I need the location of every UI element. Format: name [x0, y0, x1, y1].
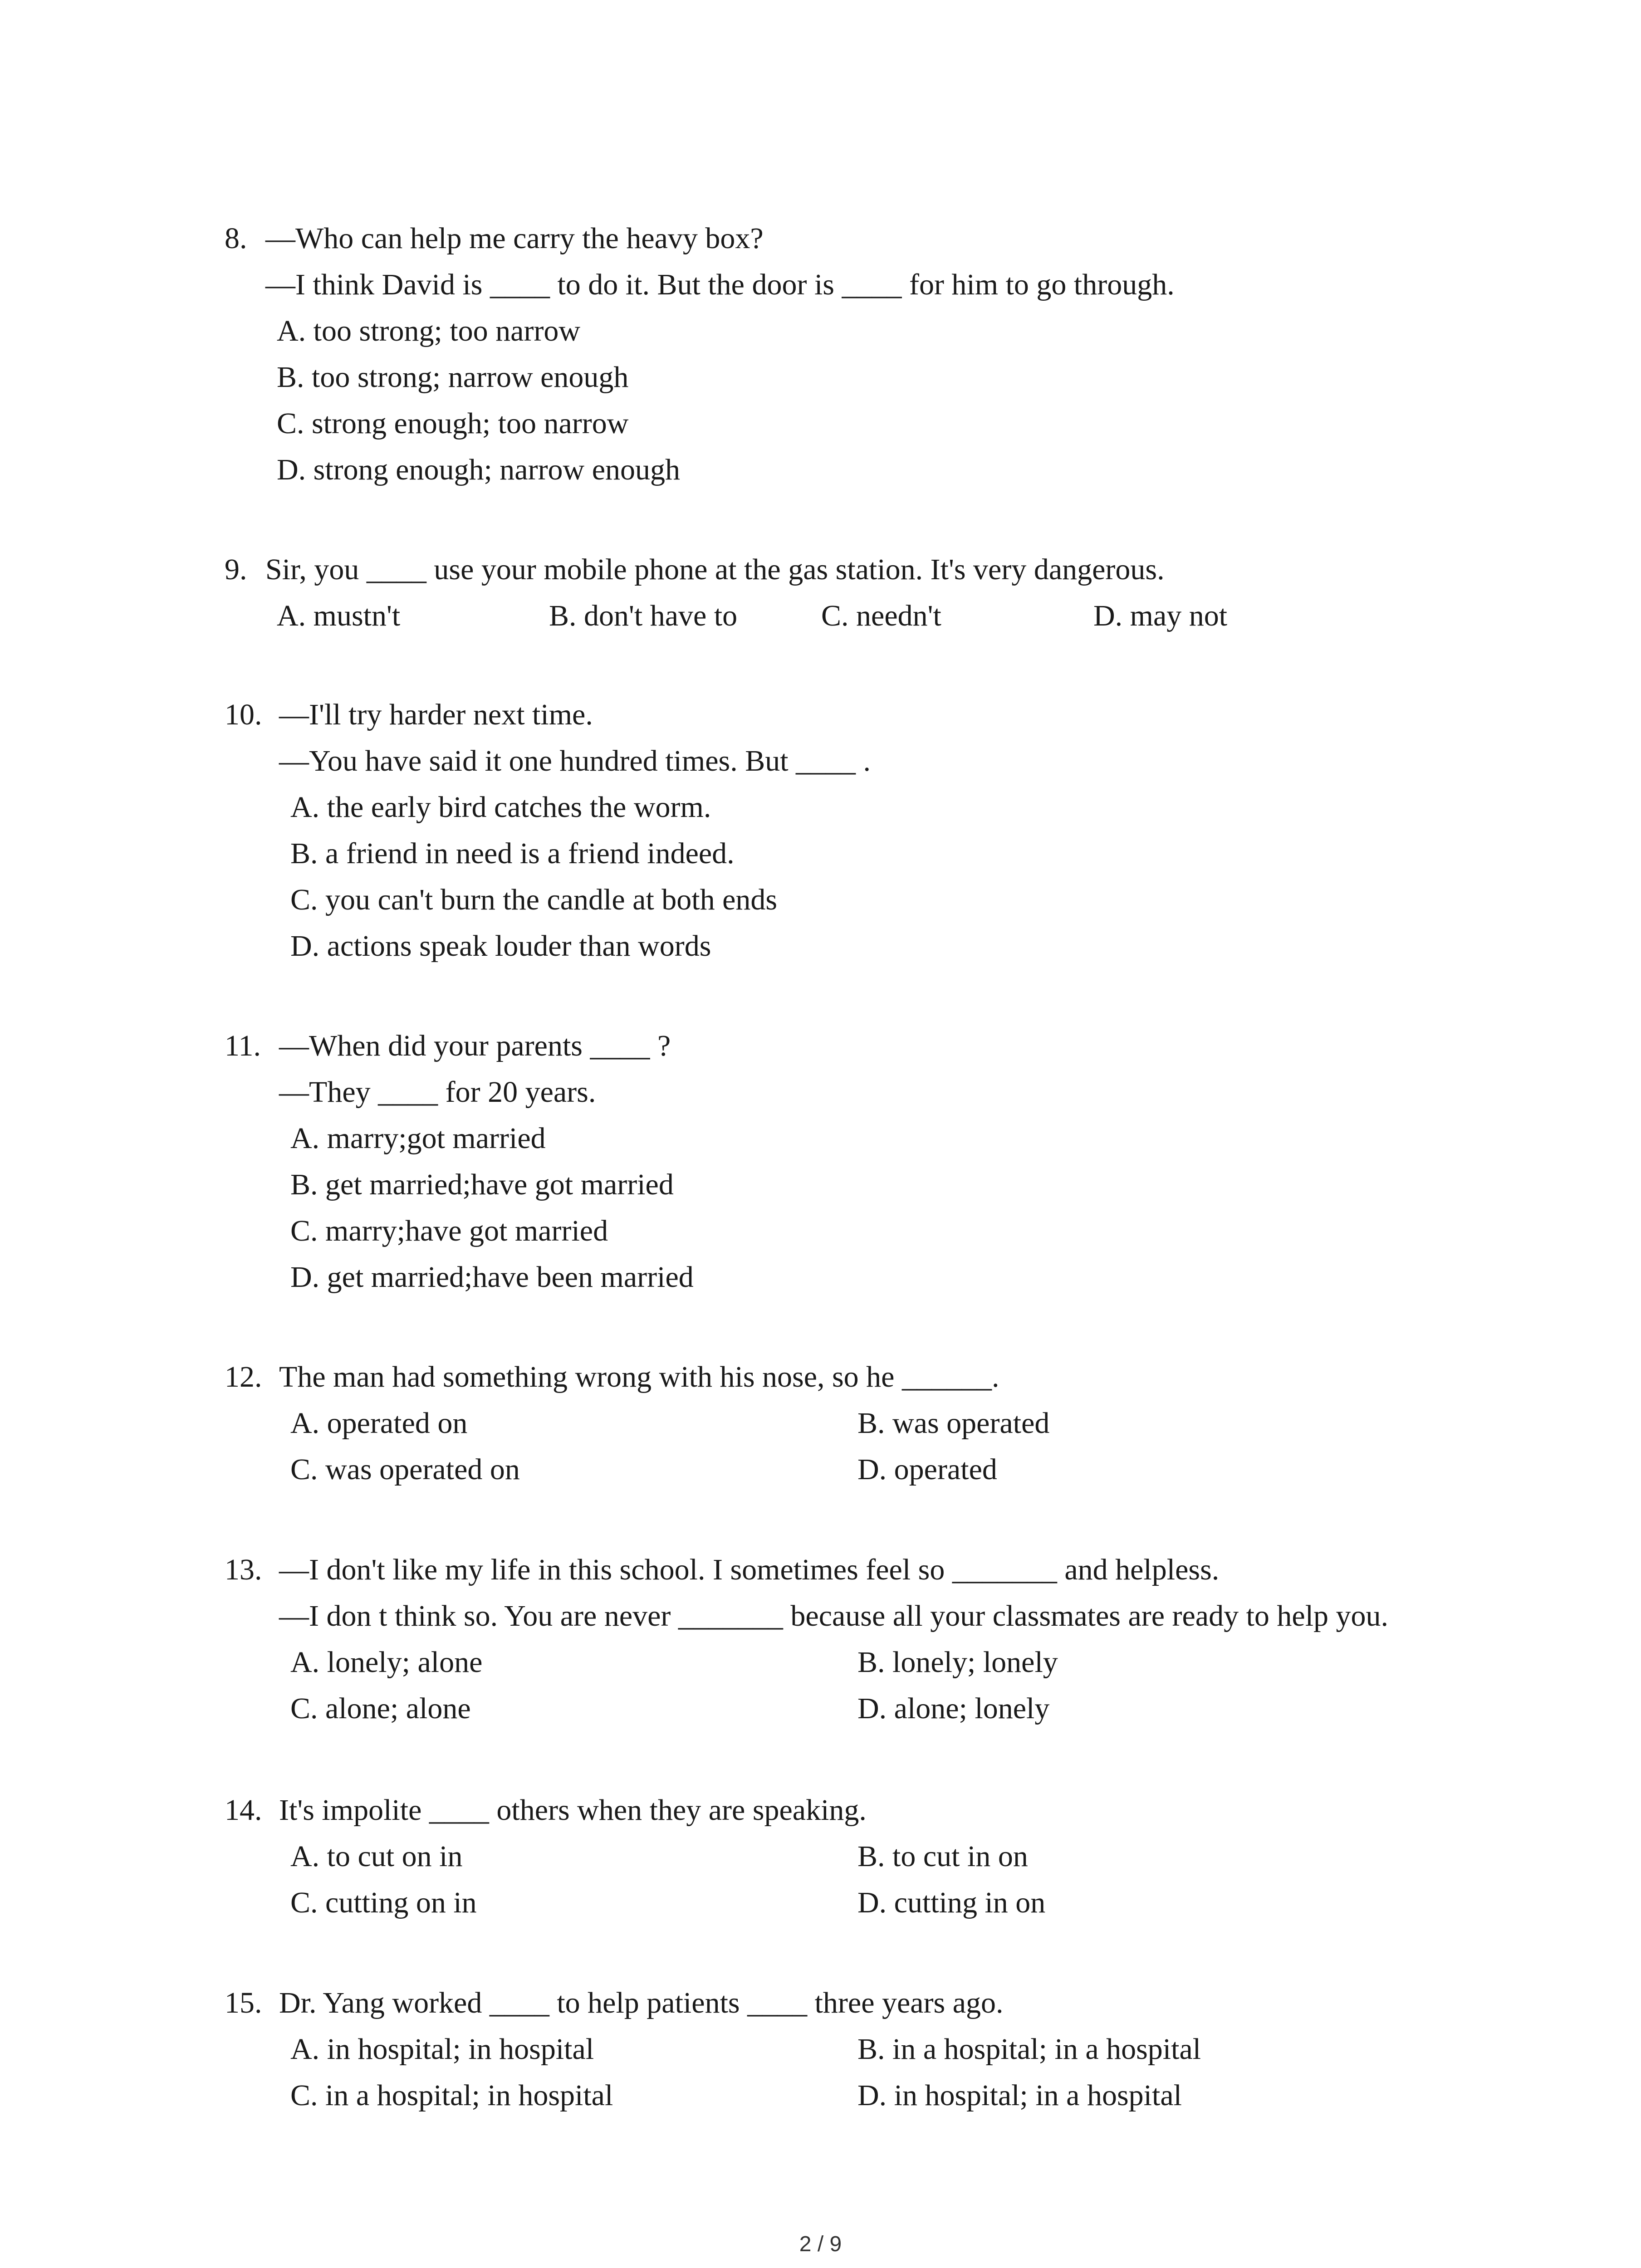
option-d[interactable]: D. get married;have been married [290, 1261, 694, 1294]
option-row [225, 1208, 1450, 1254]
question-line [225, 1980, 1450, 2026]
question-line [225, 262, 1450, 308]
question-14 [225, 1787, 1450, 1926]
question-stem: —I think David is ____ to do it. But the door is ____ for him to go through. [265, 268, 1175, 301]
option-a[interactable]: A. lonely; alone [290, 1646, 483, 1679]
option-row [225, 308, 1450, 354]
question-stem: —When did your parents ____ ? [279, 1029, 671, 1062]
option-d[interactable]: D. cutting in on [857, 1886, 1046, 1919]
option-c[interactable]: C. needn't [821, 599, 941, 632]
option-c[interactable]: C. was operated on [290, 1453, 520, 1486]
option-d[interactable]: D. strong enough; narrow enough [277, 453, 681, 486]
option-c[interactable]: C. you can't burn the candle at both ends [290, 883, 778, 916]
page-number: 2 / 9 [799, 2232, 842, 2256]
question-11 [225, 1023, 1450, 1300]
question-line [225, 738, 1450, 784]
option-b[interactable]: B. to cut in on [857, 1840, 1028, 1873]
question-number: 11. [225, 1029, 261, 1062]
question-stem: —Who can help me carry the heavy box? [265, 222, 764, 255]
question-15 [225, 1980, 1450, 2119]
option-row [225, 1162, 1450, 1208]
option-row [225, 1400, 1450, 1447]
option-row [225, 593, 1450, 639]
question-stem: It's impolite ____ others when they are speaking. [279, 1794, 867, 1827]
option-d[interactable]: D. in hospital; in a hospital [857, 2079, 1182, 2112]
option-b[interactable]: B. was operated [857, 1407, 1050, 1440]
option-b[interactable]: B. get married;have got married [290, 1168, 674, 1201]
question-line [225, 547, 1450, 593]
option-c[interactable]: C. cutting on in [290, 1886, 477, 1919]
option-row [225, 831, 1450, 877]
option-b[interactable]: B. too strong; narrow enough [277, 361, 629, 394]
question-number: 14. [225, 1794, 262, 1827]
question-8 [225, 215, 1450, 493]
option-a[interactable]: A. too strong; too narrow [277, 314, 581, 347]
question-stem: —I'll try harder next time. [279, 698, 593, 731]
question-line [225, 215, 1450, 262]
option-row [225, 1880, 1450, 1926]
option-b[interactable]: B. in a hospital; in a hospital [857, 2033, 1201, 2066]
question-number: 8. [225, 222, 247, 255]
question-stem: —I don't like my life in this school. I sometimes feel so _______ and helpless. [279, 1553, 1220, 1586]
question-stem: The man had something wrong with his nose, so he ______. [279, 1360, 999, 1393]
option-row [225, 1254, 1450, 1300]
question-number: 13. [225, 1553, 262, 1586]
question-number: 12. [225, 1360, 262, 1393]
option-a[interactable]: A. in hospital; in hospital [290, 2033, 594, 2066]
question-line [225, 1787, 1450, 1833]
option-a[interactable]: A. to cut on in [290, 1840, 463, 1873]
question-line [225, 1354, 1450, 1400]
option-c[interactable]: C. alone; alone [290, 1692, 471, 1725]
option-row [225, 784, 1450, 831]
question-line [225, 1069, 1450, 1115]
question-9 [225, 547, 1450, 639]
option-c[interactable]: C. in a hospital; in hospital [290, 2079, 613, 2112]
option-a[interactable]: A. marry;got married [290, 1122, 546, 1155]
option-row [225, 447, 1450, 493]
option-d[interactable]: D. actions speak louder than words [290, 929, 711, 963]
question-number: 10. [225, 698, 262, 731]
option-row [225, 401, 1450, 447]
question-13 [225, 1547, 1450, 1732]
option-c[interactable]: C. strong enough; too narrow [277, 407, 629, 440]
option-row [225, 877, 1450, 923]
question-stem: —They ____ for 20 years. [279, 1075, 596, 1109]
option-b[interactable]: B. a friend in need is a friend indeed. [290, 837, 735, 870]
question-line [225, 1547, 1450, 1593]
option-row [225, 1639, 1450, 1686]
option-row [225, 923, 1450, 969]
option-row [225, 2026, 1450, 2072]
question-number: 15. [225, 1986, 262, 2019]
question-stem: Dr. Yang worked ____ to help patients ____ three years ago. [279, 1986, 1004, 2019]
question-stem: —You have said it one hundred times. But ____ . [279, 744, 871, 777]
question-stem: Sir, you ____ use your mobile phone at the gas station. It's very dangerous. [265, 553, 1165, 586]
question-stem: —I don t think so. You are never _______ because all your classmates are ready to help you. [279, 1599, 1389, 1633]
option-d[interactable]: D. operated [857, 1453, 997, 1486]
option-row [225, 1447, 1450, 1493]
option-c[interactable]: C. marry;have got married [290, 1214, 608, 1247]
option-row [225, 1833, 1450, 1880]
option-row [225, 354, 1450, 401]
option-a[interactable]: A. the early bird catches the worm. [290, 791, 711, 824]
question-line [225, 692, 1450, 738]
question-line [225, 1593, 1450, 1639]
option-d[interactable]: D. may not [1093, 599, 1228, 632]
option-a[interactable]: A. mustn't [277, 599, 401, 632]
option-row [225, 1115, 1450, 1162]
question-10 [225, 692, 1450, 969]
question-line [225, 1023, 1450, 1069]
option-b[interactable]: B. lonely; lonely [857, 1646, 1058, 1679]
option-row [225, 1686, 1450, 1732]
option-row [225, 2072, 1450, 2119]
question-number: 9. [225, 553, 247, 586]
option-d[interactable]: D. alone; lonely [857, 1692, 1050, 1725]
question-12 [225, 1354, 1450, 1493]
option-a[interactable]: A. operated on [290, 1407, 468, 1440]
option-b[interactable]: B. don't have to [549, 599, 738, 632]
